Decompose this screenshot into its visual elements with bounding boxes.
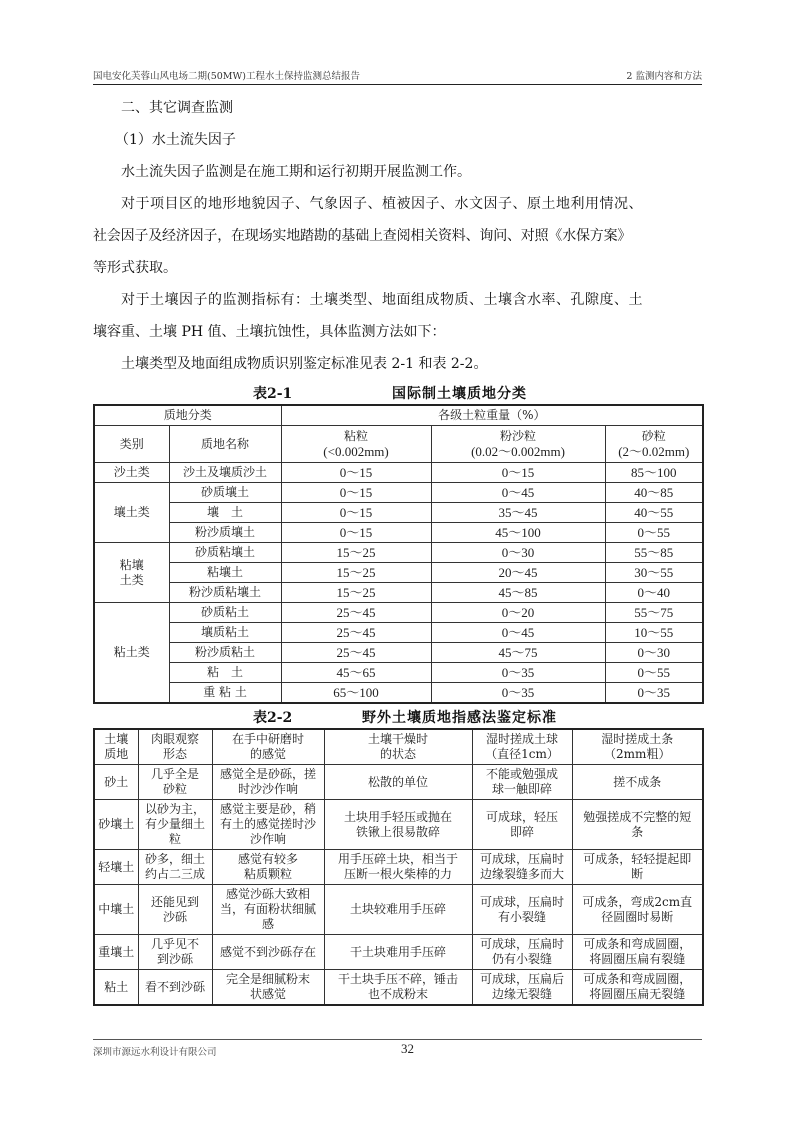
table1-number: 表2-1	[253, 386, 293, 402]
cell-line: 也不成粉末	[367, 987, 428, 1001]
description-cell	[212, 885, 324, 935]
cell-line: 砂粒	[162, 782, 187, 796]
cell-line: 有小裂缝	[497, 909, 546, 924]
paragraph-2-line-1: 对于项目区的地形地貌因子、气象因子、植被因子、水文因子、原土地利用情况、	[121, 196, 643, 212]
cell-text: 0～55	[637, 525, 671, 540]
cell-line: 压断一根火柴棒的力	[343, 867, 452, 881]
cell-text: 25～45	[336, 645, 376, 660]
cell-text: 0～40	[637, 585, 671, 600]
cell-line: 可成球，压扁后	[479, 972, 564, 986]
header-line: 砂粒	[641, 429, 666, 443]
cell-clay	[281, 643, 431, 663]
cell-line: 到沙砾	[156, 952, 193, 966]
cell-line: 粒	[168, 832, 181, 846]
cell-clay	[281, 563, 431, 583]
table-row	[94, 765, 703, 800]
cell-text: 55～75	[634, 605, 674, 620]
table1-group-header-left	[94, 405, 281, 426]
cell-text: 15～25	[336, 545, 376, 560]
page-footer	[93, 1039, 702, 1060]
header-line: 类别	[119, 436, 144, 451]
cell-text: 55～85	[634, 545, 674, 560]
cell-line: 搓不成条	[613, 774, 662, 789]
cell-sand	[605, 603, 703, 623]
cell-line: 可成条，弯成2cm直	[582, 894, 693, 909]
cell-line: 轻壤土	[98, 859, 135, 874]
cell-line: 重壤土	[98, 944, 135, 959]
cell-line: 干土块手压不碎，锤击	[337, 972, 458, 986]
cell-text: 0～35	[501, 665, 535, 680]
cell-line: 边缘裂缝多而大	[479, 867, 564, 881]
cell-text: 65～100	[333, 685, 379, 700]
cell-line: 感	[261, 917, 274, 931]
cell-line: 中壤土	[98, 902, 135, 916]
cell-line: 以砂为主，	[144, 802, 205, 816]
description-cell	[472, 935, 572, 970]
cell-line: 边缘无裂缝	[491, 987, 552, 1001]
cell-text: 30～55	[634, 565, 674, 580]
cell-text: 0～15	[339, 505, 373, 520]
cell-line: 勉强搓成不完整的短	[583, 809, 692, 824]
cell-line: 感觉沙砾大致相	[225, 887, 310, 901]
header-line: (2～0.02mm)	[618, 444, 690, 459]
cell-name	[169, 663, 281, 683]
header-line: 湿时搓成土条	[601, 732, 674, 746]
cell-text: 45～100	[495, 525, 541, 540]
cell-clay	[281, 543, 431, 563]
cell-text: 85～100	[631, 465, 677, 480]
cell-line: 当，有面粉状细腻	[219, 902, 316, 916]
cell-line: 砂土	[104, 774, 129, 789]
header-chapter: 2 监测内容和方法	[626, 71, 702, 82]
cell-text: 0～15	[501, 465, 535, 480]
description-cell	[324, 970, 472, 1006]
cell-silt	[431, 663, 605, 683]
table1-group-header-right	[281, 405, 703, 426]
cell-line: 状感觉	[249, 987, 286, 1001]
table1-column-header	[431, 426, 605, 463]
cell-text: 粉沙质粘土	[195, 645, 256, 659]
texture-name-cell	[94, 800, 138, 850]
description-cell	[138, 800, 212, 850]
cell-clay	[281, 683, 431, 704]
cell-silt	[431, 623, 605, 643]
category-line: 粘壤	[119, 557, 144, 572]
category-line: 土类	[119, 572, 144, 587]
cell-clay	[281, 603, 431, 623]
cell-line: 沙砾	[162, 909, 187, 924]
cell-line: 感觉不到沙砾存在	[219, 944, 316, 959]
page-header	[93, 66, 702, 85]
cell-line: 看不到沙砾	[144, 979, 205, 994]
description-cell	[212, 765, 324, 800]
paragraph-4: 土壤类型及地面组成物质识别鉴定标准见表 2-1 和表 2-2。	[121, 356, 488, 372]
cell-line: 几乎全是	[150, 767, 199, 781]
cell-text: 25～45	[336, 605, 376, 620]
header-line: (0.02～0.002mm)	[471, 444, 565, 459]
cell-text: 40～85	[634, 485, 674, 500]
cell-sand	[605, 663, 703, 683]
cell-line: 沙作响	[249, 832, 286, 846]
cell-line: 可成条和弯成圆圈，	[583, 937, 692, 951]
cell-sand	[605, 503, 703, 523]
category-text: 沙土类	[113, 465, 150, 479]
cell-sand	[605, 583, 703, 603]
table2-column-header	[472, 729, 572, 765]
section-heading: 二、其它调查监测	[121, 100, 233, 116]
cell-text: 0～20	[501, 605, 535, 620]
cell-line: 砂壤土	[98, 817, 135, 831]
cell-name	[169, 623, 281, 643]
texture-name-cell	[94, 935, 138, 970]
cell-line: 将圆圈压扁无裂缝	[589, 987, 686, 1001]
cell-line: 干土块难用手压碎	[349, 944, 446, 959]
description-cell	[138, 885, 212, 935]
header-line: 质地名称	[201, 436, 250, 451]
cell-silt	[431, 483, 605, 503]
cell-line: 感觉主要是砂，稍	[219, 802, 316, 816]
header-line: 土壤	[104, 732, 129, 746]
cell-clay	[281, 523, 431, 543]
description-cell	[472, 970, 572, 1006]
cell-name	[169, 503, 281, 523]
page-number: 32	[401, 1041, 414, 1056]
cell-clay	[281, 483, 431, 503]
table-row	[94, 503, 703, 523]
table-row	[94, 463, 703, 483]
paragraph-2-line-3: 等形式获取。	[93, 260, 177, 276]
cell-line: 时沙沙作响	[237, 782, 298, 796]
cell-text: 0～30	[637, 645, 671, 660]
cell-line: 条	[631, 824, 644, 839]
table1-title: 国际制土壤质地分类	[392, 386, 527, 402]
table1-column-header	[169, 426, 281, 463]
header-line: 在手中研磨时	[231, 732, 304, 746]
header-line: 的感觉	[249, 747, 286, 761]
cell-name	[169, 643, 281, 663]
cell-silt	[431, 523, 605, 543]
table2-caption	[93, 708, 702, 728]
cell-text: 砂质粘土	[201, 605, 250, 619]
table2-title: 野外土壤质地指感法鉴定标准	[362, 710, 557, 726]
cell-sand	[605, 483, 703, 503]
cell-silt	[431, 543, 605, 563]
cell-sand	[605, 543, 703, 563]
description-cell	[138, 850, 212, 885]
cell-text: 15～25	[336, 565, 376, 580]
cell-name	[169, 603, 281, 623]
cell-line: 将圆圈压扁有裂缝	[589, 952, 686, 966]
description-cell	[212, 800, 324, 850]
cell-line: 还能见到	[150, 894, 199, 909]
cell-line: 感觉全是砂砾，搓	[219, 767, 316, 781]
cell-text: 0～55	[637, 665, 671, 680]
table1-caption	[93, 384, 702, 404]
texture-name-cell	[94, 885, 138, 935]
cell-text: 砂质壤土	[201, 485, 250, 499]
description-cell	[138, 935, 212, 970]
description-cell	[472, 800, 572, 850]
cell-line: 有土的感觉搓时沙	[219, 817, 316, 831]
cell-text: 重 粘 土	[203, 685, 247, 699]
cell-text: 40～55	[634, 505, 674, 520]
cell-line: 土块较难用手压碎	[349, 902, 446, 916]
header-line: 的状态	[379, 747, 416, 761]
cell-line: 感觉有较多	[237, 852, 298, 866]
category-cell	[94, 463, 169, 483]
footer-company: 深圳市源远水利设计有限公司	[93, 1047, 217, 1058]
cell-text: 0～35	[501, 685, 535, 700]
cell-text: 0～15	[339, 485, 373, 500]
subsection-heading: （1）水土流失因子	[115, 132, 236, 148]
cell-text: 粉沙质壤土	[195, 525, 256, 539]
cell-line: 土块用手轻压或抛在	[343, 809, 452, 824]
paragraph-3-line-2: 壤容重、土壤 PH 值、土壤抗蚀性，具体监测方法如下：	[93, 324, 446, 340]
table1-column-header	[605, 426, 703, 463]
cell-line: 可成球，压扁时	[479, 937, 564, 951]
description-cell	[212, 970, 324, 1006]
description-cell	[212, 850, 324, 885]
description-cell	[472, 765, 572, 800]
table2-column-header	[572, 729, 703, 765]
table-row	[94, 970, 703, 1006]
table-row	[94, 800, 703, 850]
cell-sand	[605, 623, 703, 643]
texture-name-cell	[94, 850, 138, 885]
cell-text: 0～35	[637, 685, 671, 700]
description-cell	[572, 800, 703, 850]
table2-column-header	[324, 729, 472, 765]
cell-line: 几乎见不	[150, 937, 199, 951]
cell-silt	[431, 683, 605, 704]
cell-text: 壤 土	[207, 505, 244, 519]
cell-line: 砂多，细土	[144, 852, 205, 866]
cell-text: 15～25	[336, 585, 376, 600]
description-cell	[324, 885, 472, 935]
cell-text: 砂质粘壤土	[195, 545, 256, 559]
cell-text: 45～65	[336, 665, 376, 680]
cell-text: 壤质粘土	[201, 625, 250, 639]
table-row	[94, 603, 703, 623]
header-line: 土壤干燥时	[367, 732, 428, 746]
cell-sand	[605, 643, 703, 663]
table-row	[94, 683, 703, 704]
table-row	[94, 885, 703, 935]
texture-name-cell	[94, 765, 138, 800]
header-line: 肉眼观察	[150, 732, 199, 746]
cell-line: 不能或勉强成	[485, 767, 558, 781]
description-cell	[572, 970, 703, 1006]
cell-text: 0～45	[501, 625, 535, 640]
cell-silt	[431, 643, 605, 663]
cell-line: 有少量细土	[144, 817, 205, 831]
cell-name	[169, 543, 281, 563]
cell-line: 球一触即碎	[491, 782, 552, 796]
cell-line: 可成条和弯成圆圈，	[583, 972, 692, 986]
header-line: 形态	[162, 747, 187, 761]
cell-line: 松散的单位	[367, 774, 428, 789]
paragraph-1: 水土流失因子监测是在施工期和运行初期开展监测工作。	[121, 164, 471, 180]
cell-text: 45～85	[498, 585, 538, 600]
cell-text: 0～30	[501, 545, 535, 560]
header-line: 粘粒	[344, 429, 369, 443]
cell-silt	[431, 503, 605, 523]
cell-name	[169, 523, 281, 543]
cell-line: 可成球，压扁时	[479, 894, 564, 909]
cell-name	[169, 563, 281, 583]
cell-line: 铁锹上很易散碎	[355, 824, 440, 839]
cell-text: 粉沙质粘壤土	[189, 585, 262, 599]
table2-column-header	[138, 729, 212, 765]
cell-line: 约占二三成	[144, 867, 205, 881]
cell-silt	[431, 603, 605, 623]
description-cell	[572, 935, 703, 970]
cell-name	[169, 683, 281, 704]
category-cell	[94, 483, 169, 543]
table-row	[94, 935, 703, 970]
cell-text: 0～45	[501, 485, 535, 500]
cell-clay	[281, 463, 431, 483]
cell-text: 20～45	[498, 565, 538, 580]
cell-text: 0～15	[339, 465, 373, 480]
header-line: (<0.002mm)	[323, 444, 389, 459]
header-doc-title: 国电安化芙蓉山风电场二期(50MW)工程水土保持监测总结报告	[93, 71, 360, 82]
description-cell	[324, 850, 472, 885]
cell-clay	[281, 503, 431, 523]
cell-text: 粘壤土	[207, 565, 244, 579]
table-row	[94, 543, 703, 563]
category-text: 壤土类	[113, 505, 150, 519]
description-cell	[572, 850, 703, 885]
category-cell	[94, 543, 169, 603]
cell-name	[169, 483, 281, 503]
description-cell	[472, 850, 572, 885]
cell-line: 粘质颗粒	[243, 867, 292, 881]
cell-sand	[605, 563, 703, 583]
field-texture-table	[93, 728, 704, 1006]
cell-line: 可成条，轻轻提起即	[583, 852, 692, 866]
header-line: 湿时搓成土球	[485, 732, 558, 746]
cell-line: 可成球，压扁时	[479, 852, 564, 866]
table1-column-header-row	[94, 426, 703, 463]
cell-line: 可成球，轻压	[485, 809, 558, 824]
cell-line: 断	[631, 867, 644, 881]
table-row	[94, 850, 703, 885]
description-cell	[472, 885, 572, 935]
header-text: 各级土粒重量（%）	[438, 408, 546, 422]
cell-text: 35～45	[498, 505, 538, 520]
category-cell	[94, 603, 169, 704]
cell-line: 径圆圈时易断	[601, 909, 674, 924]
cell-line: 粘土	[104, 979, 129, 994]
cell-line: 仍有小裂缝	[491, 952, 552, 966]
table1-column-header	[281, 426, 431, 463]
cell-clay	[281, 623, 431, 643]
texture-name-cell	[94, 970, 138, 1006]
cell-silt	[431, 463, 605, 483]
description-cell	[212, 935, 324, 970]
table-row	[94, 663, 703, 683]
cell-name	[169, 583, 281, 603]
table2-column-header	[212, 729, 324, 765]
cell-clay	[281, 663, 431, 683]
cell-text: 25～45	[336, 625, 376, 640]
header-text: 质地分类	[163, 408, 212, 422]
cell-text: 45～75	[498, 645, 538, 660]
cell-line: 用手压碎土块，相当于	[337, 852, 458, 866]
table1-group-header-row	[94, 405, 703, 426]
cell-text: 沙土及壤质沙土	[183, 465, 268, 479]
cell-silt	[431, 563, 605, 583]
header-line: 质地	[104, 747, 129, 761]
cell-sand	[605, 463, 703, 483]
description-cell	[324, 800, 472, 850]
table2-header-row	[94, 729, 703, 765]
page-body	[93, 92, 702, 1006]
cell-text: 0～15	[339, 525, 373, 540]
cell-name	[169, 463, 281, 483]
table2-column-header	[94, 729, 138, 765]
header-line: 粉沙粒	[500, 429, 537, 443]
table-row	[94, 583, 703, 603]
description-cell	[138, 765, 212, 800]
description-cell	[572, 885, 703, 935]
table-row	[94, 563, 703, 583]
cell-text: 10～55	[634, 625, 674, 640]
cell-sand	[605, 683, 703, 704]
category-text: 粘土类	[113, 645, 150, 659]
header-line: （2mm粗）	[604, 747, 671, 761]
cell-silt	[431, 583, 605, 603]
table-row	[94, 623, 703, 643]
description-cell	[138, 970, 212, 1006]
table2-number: 表2-2	[253, 710, 293, 726]
cell-sand	[605, 523, 703, 543]
description-cell	[572, 765, 703, 800]
table-row	[94, 523, 703, 543]
cell-clay	[281, 583, 431, 603]
paragraph-2-line-2: 社会因子及经济因子，在现场实地踏勘的基础上查阅相关资料、询问、对照《水保方案》	[93, 228, 632, 244]
cell-line: 即碎	[509, 824, 534, 839]
description-cell	[324, 935, 472, 970]
description-cell	[324, 765, 472, 800]
table1-column-header	[94, 426, 169, 463]
header-line: （直径1cm）	[485, 747, 559, 761]
paragraph-3-line-1: 对于土壤因子的监测指标有：土壤类型、地面组成物质、土壤含水率、孔隙度、土	[121, 292, 643, 308]
table-row	[94, 483, 703, 503]
cell-text: 粘 土	[207, 665, 244, 679]
table-row	[94, 643, 703, 663]
soil-texture-table	[93, 404, 704, 704]
cell-line: 完全是细腻粉末	[225, 972, 310, 986]
